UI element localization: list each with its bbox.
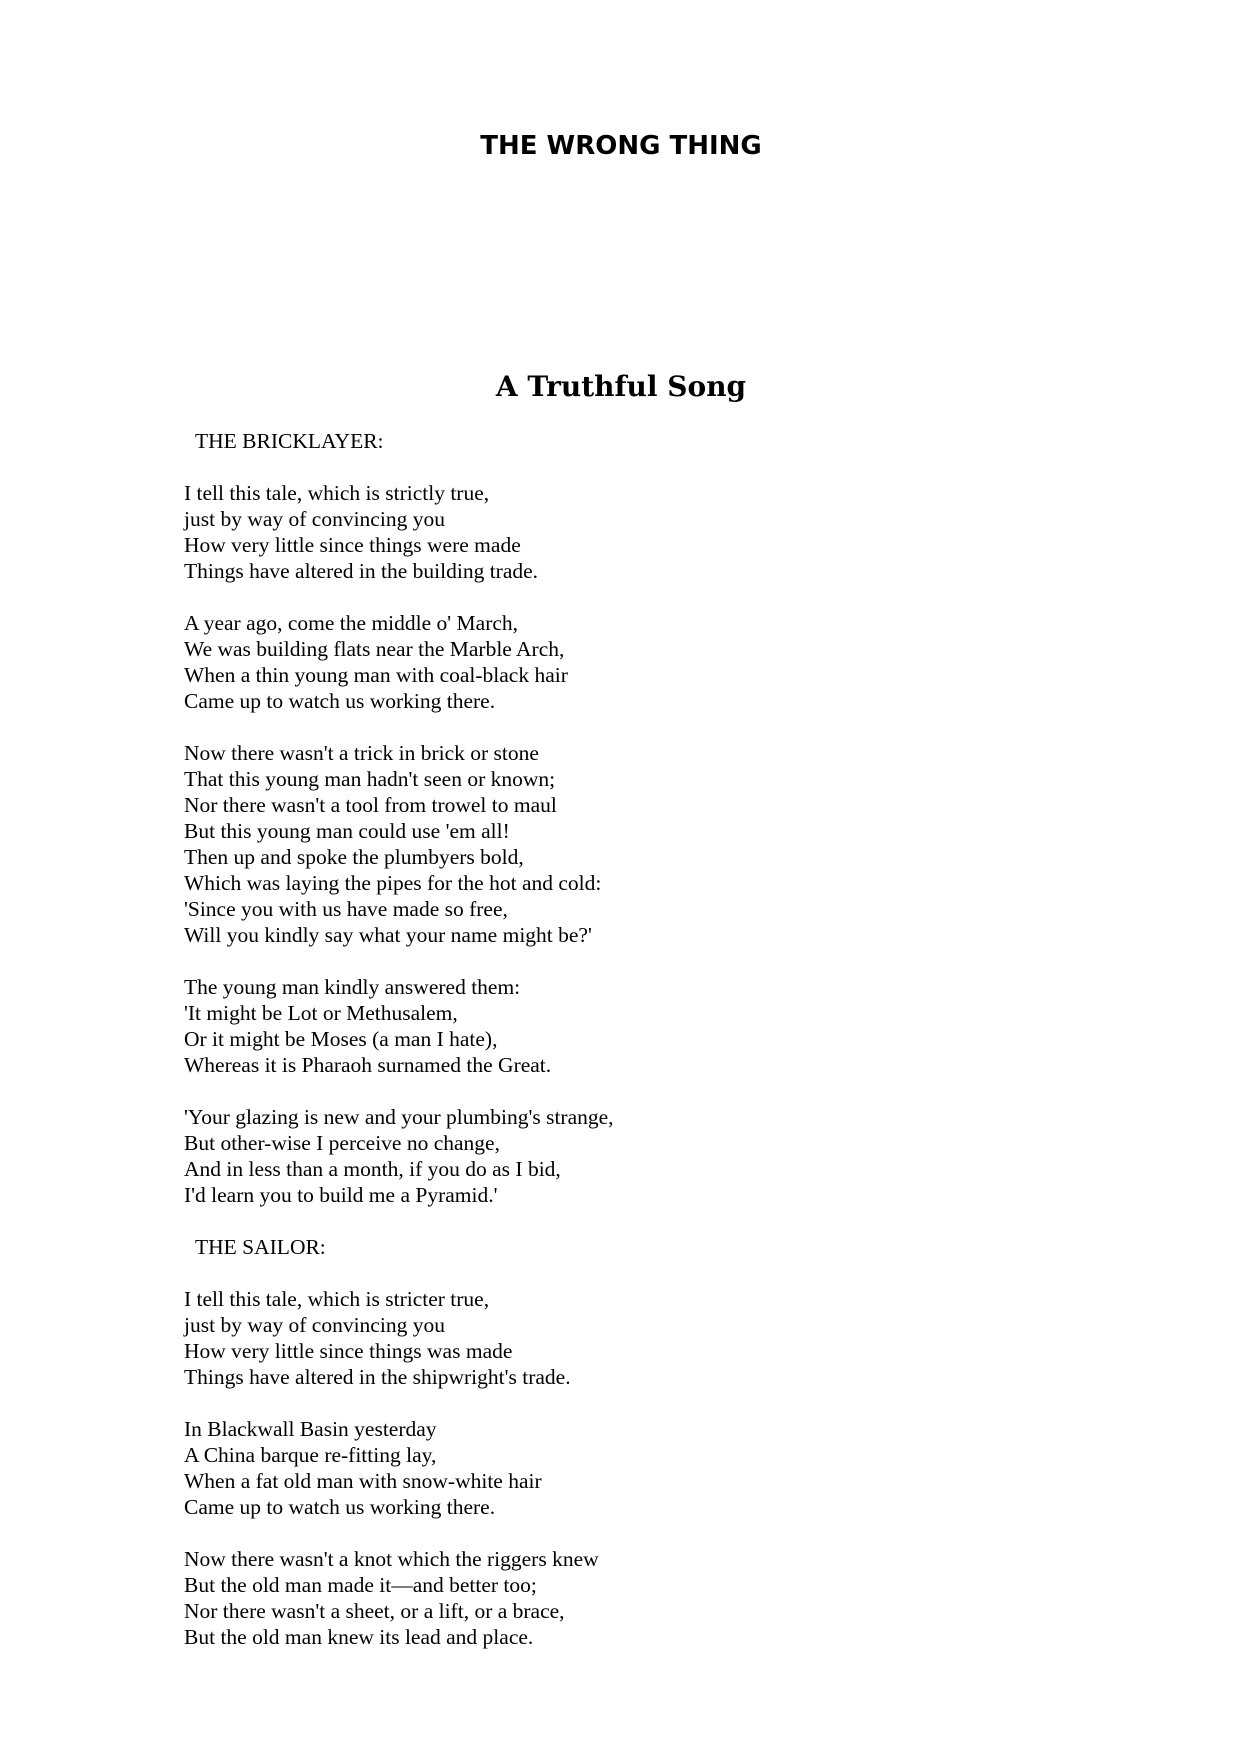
stanza [184,1546,1084,1650]
poem-line: Will you kindly say what your name might be?' [184,923,592,947]
chapter-title: THE WRONG THING [480,131,762,161]
poem-line: How very little since things was made [184,1339,513,1363]
poem-line: But the old man knew its lead and place. [184,1625,534,1649]
poem-line: In Blackwall Basin yesterday [184,1417,437,1441]
poem-line: 'Your glazing is new and your plumbing's strange, [184,1105,614,1129]
stanza [184,480,1084,584]
poem-line: Nor there wasn't a tool from trowel to maul [184,793,557,817]
stanza [184,1286,1084,1390]
poem-line: I'd learn you to build me a Pyramid.' [184,1183,498,1207]
poem-line: But this young man could use 'em all! [184,819,510,843]
poem-line: 'Since you with us have made so free, [184,897,508,921]
poem-line: How very little since things were made [184,533,521,557]
speaker-label-bricklayer: THE BRICKLAYER: [195,429,384,453]
poem-line: Which was laying the pipes for the hot and cold: [184,871,602,895]
poem-line: And in less than a month, if you do as I bid, [184,1157,561,1181]
poem-line: Came up to watch us working there. [184,689,496,713]
poem-line: Now there wasn't a knot which the riggers knew [184,1547,599,1571]
poem-line: I tell this tale, which is strictly true, [184,481,490,505]
poem-line: Things have altered in the building trade. [184,559,539,583]
poem-line: 'It might be Lot or Methusalem, [184,1001,458,1025]
poem-line: Nor there wasn't a sheet, or a lift, or a brace, [184,1599,565,1623]
poem-line: Came up to watch us working there. [184,1495,496,1519]
poem-line: That this young man hadn't seen or known; [184,767,556,791]
poem-body [184,428,1084,1650]
poem-line: Whereas it is Pharaoh surnamed the Great. [184,1053,552,1077]
poem-line: Now there wasn't a trick in brick or stone [184,741,539,765]
poem-line: When a fat old man with snow-white hair [184,1469,542,1493]
poem-line: A year ago, come the middle o' March, [184,611,519,635]
poem-title: A Truthful Song [495,370,747,403]
poem-line: just by way of convincing you [184,507,445,531]
poem-line: A China barque re-fitting lay, [184,1443,437,1467]
poem-line: The young man kindly answered them: [184,975,521,999]
stanza [184,740,1084,948]
poem-line: When a thin young man with coal-black hair [184,663,568,687]
poem-line: But other-wise I perceive no change, [184,1131,500,1155]
stanza [184,974,1084,1078]
poem-line: Or it might be Moses (a man I hate), [184,1027,498,1051]
poem-line: I tell this tale, which is stricter true, [184,1287,490,1311]
poem-line: We was building flats near the Marble Arch, [184,637,565,661]
stanza [184,1416,1084,1520]
stanza [184,610,1084,714]
poem-line: But the old man made it—and better too; [184,1573,537,1597]
speaker-label-sailor: THE SAILOR: [195,1235,326,1259]
poem-line: just by way of convincing you [184,1313,445,1337]
poem-line: Things have altered in the shipwright's trade. [184,1365,571,1389]
poem-line: Then up and spoke the plumbyers bold, [184,845,524,869]
stanza [184,1104,1084,1208]
